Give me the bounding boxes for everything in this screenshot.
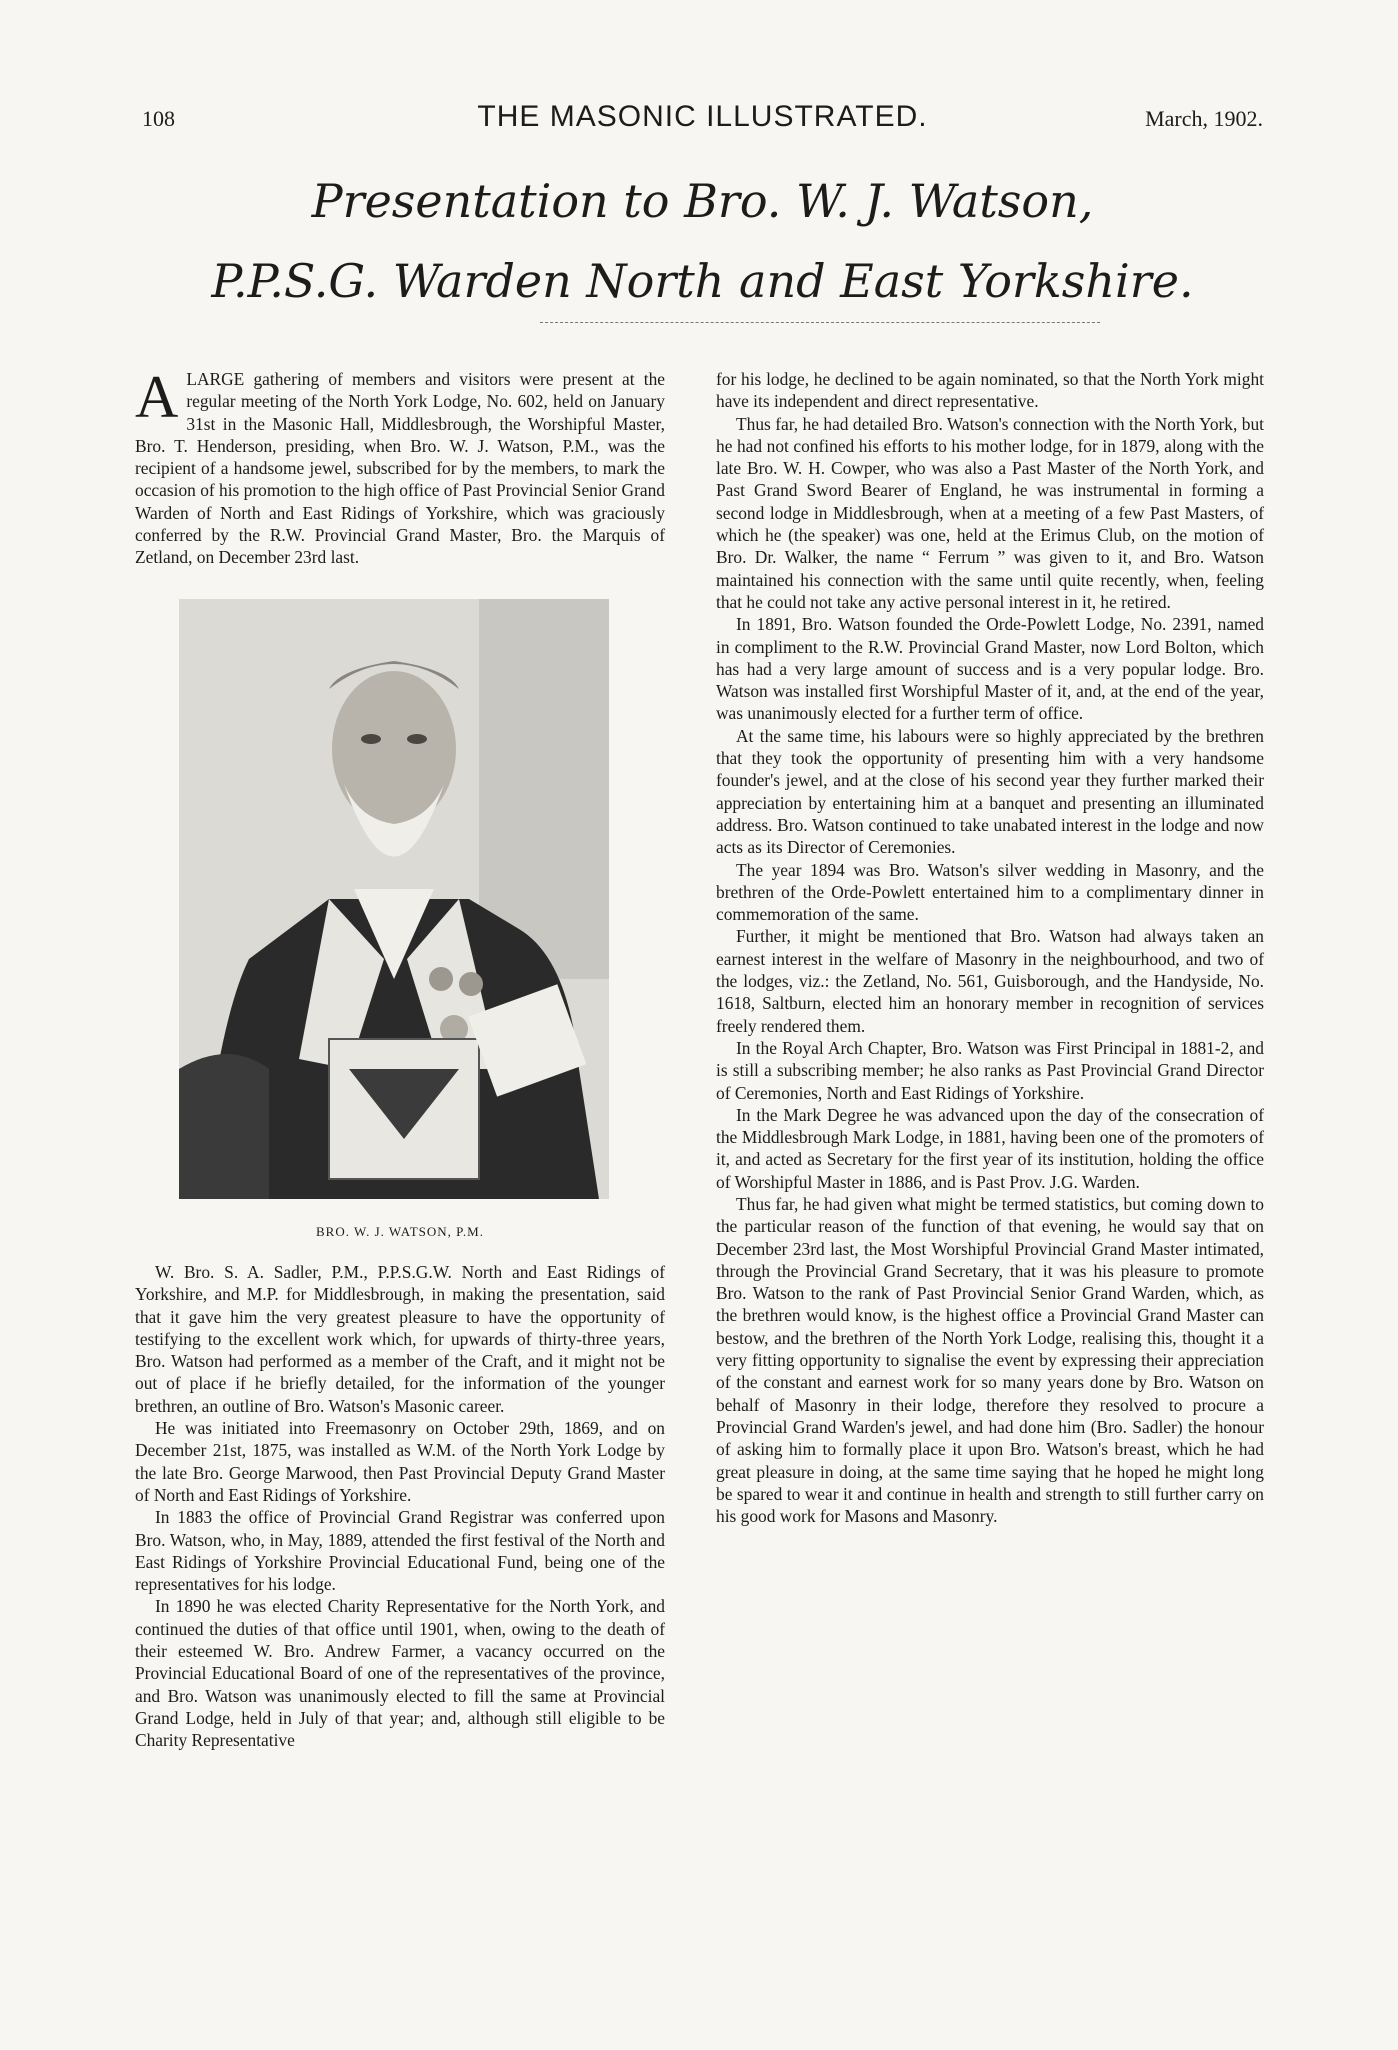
- body-paragraph: He was initiated into Freemasonry on October 29th, 1869, and on December 21st, 1875, was installed as W.M. of the North York Lodge by the late Bro. George Marwood, then Past Provincial Deputy Grand Master of North and East Ridings of Yorkshire.: [135, 1418, 665, 1505]
- body-paragraph: Further, it might be mentioned that Bro. Watson had always taken an earnest interest in the welfare of Masonry in the neighbourhood, and two of the lodges, viz.: the Zetland, No. 561, Guisborough, and the Handyside, No. 1618, Saltburn, elected him an honorary member in recognition of services freely rendered them.: [716, 926, 1264, 1036]
- article-title-line-1: Presentation to Bro. W. J. Watson,: [311, 174, 1094, 228]
- issue-date: March, 1902.: [1145, 106, 1263, 131]
- body-paragraph: Thus far, he had detailed Bro. Watson's connection with the North York, but he had not confined his efforts to his mother lodge, for in 1879, along with the late Bro. W. H. Cowper, who was also a Past Master of the North York, and Past Grand Sword Bearer of England, he was instrumental in forming a second lodge in Middlesbrough, when at a meeting of a few Past Masters, of which he (the speaker) was one, held at the Erimus Club, on the motion of Bro. Dr. Walker, the name “ Ferrum ” was given to it, and Bro. Watson maintained his connection with the same until quite recently, when, feeling that he could not take any active personal interest in it, he retired.: [716, 413, 1264, 612]
- body-paragraph: The year 1894 was Bro. Watson's silver wedding in Masonry, and the brethren of the Orde-Powlett entertained him to a complimentary dinner in commemoration of the same.: [716, 859, 1264, 925]
- body-paragraph: W. Bro. S. A. Sadler, P.M., P.P.S.G.W. North and East Ridings of Yorkshire, and M.P. for Middlesbrough, in making the presentation, said that it gave him the very greatest pleasure to have the opportunity of testifying to the excellent work which, for upwards of thirty-three years, Bro. Watson had performed as a member of the Craft, and it might not be out of place if he briefly detailed, for the information of the younger brethren, an outline of Bro. Watson's Masonic career.: [135, 1261, 665, 1416]
- page-header: [142, 100, 1263, 140]
- portrait-illustration: [179, 599, 609, 1199]
- body-paragraph: for his lodge, he declined to be again nominated, so that the North York might have its independent and direct representative.: [716, 369, 1264, 412]
- photo-caption: BRO. W. J. WATSON, P.M.: [316, 1223, 484, 1239]
- body-paragraph: At the same time, his labours were so highly appreciated by the brethren that they took the opportunity of presenting him with a very handsome founder's jewel, and at the close of his second year they further marked their appreciation by entertaining him at a banquet and presenting an illuminated address. Bro. Watson continued to take unabated interest in the lodge and now acts as its Director of Ceremonies.: [716, 725, 1264, 858]
- portrait-photo: [179, 599, 609, 1199]
- article-title-line-2: P.P.S.G. Warden North and East Yorkshire.: [211, 254, 1194, 308]
- intro-paragraph: [135, 364, 665, 569]
- drop-cap: A: [135, 364, 179, 430]
- left-column: [135, 364, 665, 1752]
- body-paragraph: In the Mark Degree he was advanced upon the day of the consecration of the Middlesbrough Mark Lodge, in 1881, having been one of the promoters of it, and acted as Secretary for the first year of its institution, holding the office of Worshipful Master in 1886, and is Past Prov. J.G. Warden.: [716, 1104, 1264, 1192]
- title-rule: [540, 322, 1100, 323]
- body-paragraph: Thus far, he had given what might be termed statistics, but coming down to the particular reason of the function of that evening, he would say that on December 23rd last, the Most Worshipful Provincial Grand Master intimated, through the Provincial Grand Secretary, that it was his pleasure to promote Bro. Watson to the rank of Past Provincial Senior Grand Warden, which, as the brethren would know, is the highest office a Provincial Grand Master can bestow, and the brethren of the North York Lodge, realising this, thought it a very fitting opportunity to signalise the event by expressing their appreciation of the constant and earnest work for so many years done by Bro. Watson on behalf of Masonry in their lodge, therefore they resolved to procure a Provincial Grand Warden's jewel, and had done him (Bro. Sadler) the honour of asking him to formally place it upon Bro. Watson's breast, which he had great pleasure in doing, at the same time saying that he hoped he might long be spared to wear it and continue in health and strength to still further carry on his good work for Masons and Masonry.: [716, 1193, 1264, 1527]
- page-number: 108: [142, 106, 175, 131]
- intro-text: LARGE gathering of members and visitors were present at the regular meeting of the North York Lodge, No. 602, held on January 31st in the Masonic Hall, Middlesbrough, the Worshipful Master, Bro. T. Henderson, presiding, when Bro. W. J. Watson, P.M., was the recipient of a handsome jewel, subscribed for by the members, to mark the occasion of his promotion to the high office of Past Provincial Senior Grand Warden of North and East Ridings of Yorkshire, which was graciously conferred by the R.W. Provincial Grand Master, Bro. the Marquis of Zetland, on December 23rd last.: [135, 369, 665, 568]
- body-paragraph: In the Royal Arch Chapter, Bro. Watson was First Principal in 1881-2, and is still a subscribing member; he also ranks as Past Provincial Grand Director of Ceremonies, North and East Ridings of Yorkshire.: [716, 1037, 1264, 1103]
- body-paragraph: In 1883 the office of Provincial Grand Registrar was conferred upon Bro. Watson, who, in May, 1889, attended the first festival of the North and East Ridings of Yorkshire Provincial Educational Fund, being one of the representatives for his lodge.: [135, 1507, 665, 1595]
- photo-block: [135, 599, 665, 1217]
- right-column: [716, 368, 1264, 1527]
- body-paragraph: In 1890 he was elected Charity Representative for the North York, and continued the duties of that office until 1901, when, owing to the death of their esteemed W. Bro. Andrew Farmer, a vacancy occurred on the Provincial Educational Board of one of the representatives of the province, and Bro. Watson was unanimously elected to fill the same at Provincial Grand Lodge, held in July of that year; and, although still eligible to be Charity Representative: [135, 1596, 665, 1751]
- body-paragraph: In 1891, Bro. Watson founded the Orde-Powlett Lodge, No. 2391, named in compliment to the R.W. Provincial Grand Master, now Lord Bolton, which has had a very large amount of success and is a very popular lodge. Bro. Watson was installed first Worshipful Master of it, and, at the end of the year, was unanimously elected for a further term of office.: [716, 614, 1264, 724]
- masthead: THE MASONIC ILLUSTRATED.: [477, 100, 928, 133]
